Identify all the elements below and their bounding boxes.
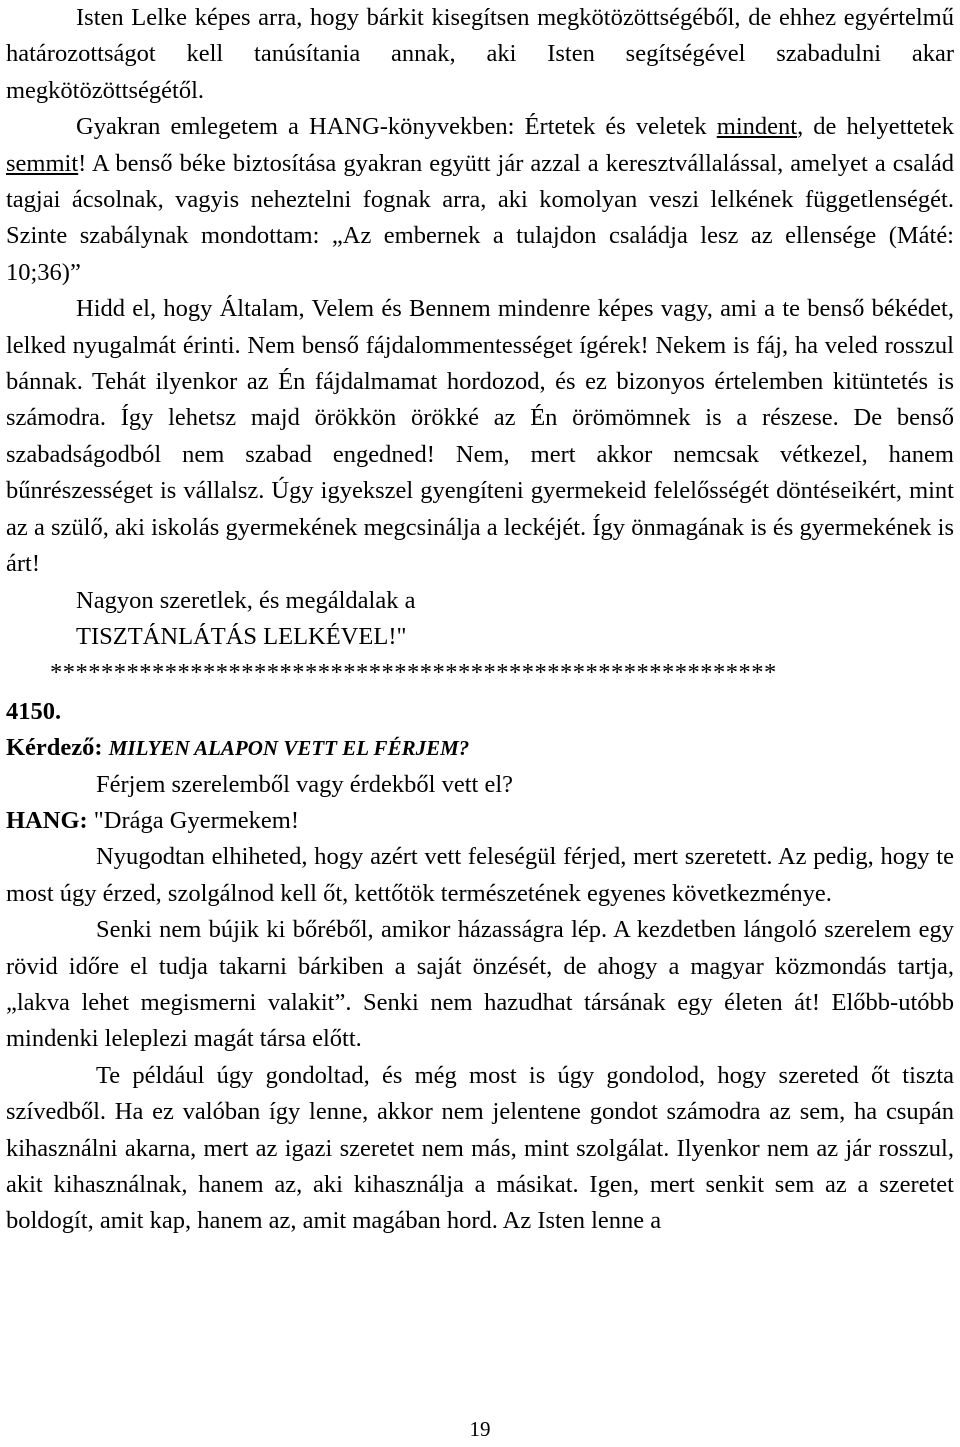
separator-stars: ********************************************************* (50, 659, 777, 687)
entry-number: 4150. (6, 697, 62, 725)
text-run: ! A benső béke biztosítása gyakran együtt jár azzal a keresztvállalással, amelyet a család tagjai ácsolnak, vagyis neheztelni fognak arra, aki komolyan veszi lelkének függetlenségét. Szinte szabálynak mondottam: „Az embernek a tulajdon családja lesz az ellensége (Máté: 10;36)” (6, 149, 954, 286)
answer-paragraph-3: Te például úgy gondoltad, és még most is úgy gondolod, hogy szereted őt tiszta szívedből. Ha ez valóban így lenne, akkor nem jelentene gondot számodra az sem, ha csupán kihasználni akarna, mert az igazi szeretet nem más, mint szolgálat. Ilyenkor nem az jár rosszul, akit kihasználnak, hanem az, aki kihasználja a másikat. Igen, mert senkit sem az a szeretet boldogít, amit kap, hanem az, amit magában hord. Az Isten lenne a (6, 1061, 954, 1235)
signature-line-2: TISZTÁNLÁTÁS LELKÉVEL!" (76, 622, 407, 650)
answer-paragraph-1: Nyugodtan elhiheted, hogy azért vett feleségül férjed, mert szeretett. Az pedig, hogy te most úgy érzed, szolgálnod kell őt, kettőtök természetének egyenes következménye. (6, 843, 954, 907)
asker-line (6, 730, 954, 766)
hang-greeting: "Drága Gyermekem! (87, 806, 300, 834)
underlined-word: mindent (716, 113, 798, 141)
text-run: Gyakran emlegetem a HANG-könyvekben: Értetek és veletek (76, 113, 717, 141)
hang-label: HANG: (6, 806, 88, 834)
paragraph-1: Isten Lelke képes arra, hogy bárkit kisegítsen megkötözöttségéből, de ehhez egyértelmű határozottságot kell tanúsítania annak, aki Isten segítségével szabadulni akar megkötözöttségétől. (6, 4, 954, 104)
answer-paragraph-2: Senki nem bújik ki bőréből, amikor házasságra lép. A kezdetben lángoló szerelem egy rövid időre el tudja takarni bárkiben a saját önzését, de ahogy a magyar közmondás tartja, „lakva lehet megismerni valakit”. Senki nem hazudhat társának egy életen át! Előbb-utóbb mindenki leleplezi magát társa előtt. (6, 916, 954, 1053)
text-run: , de helyettetek (797, 113, 954, 141)
signature-line-1: Nagyon szeretlek, és megáldalak a (76, 586, 416, 614)
paragraph-2 (6, 109, 954, 291)
hang-line (6, 803, 954, 839)
question-text: Férjem szerelemből vagy érdekből vett el? (96, 770, 514, 798)
underlined-word: semmit (6, 149, 79, 177)
asker-label: Kérdező: (6, 734, 103, 762)
asker-question: MILYEN ALAPON VETT EL FÉRJEM? (108, 736, 470, 761)
page-number: 19 (469, 1417, 491, 1441)
paragraph-3: Hidd el, hogy Általam, Velem és Bennem mindenre képes vagy, ami a te benső békédet, lelked nyugalmát érinti. Nem benső fájdalommentességet ígérek! Nekem is fáj, ha veled rosszul bánnak. Tehát ilyenkor az Én fájdalmamat hordozod, és ez bizonyos értelemben kitüntetés is számodra. Így lehetsz majd örökkön örökké az Én örömömnek is a részese. De benső szabadságodból nem szabad engedned! Nem, mert akkor nemcsak vétkezel, hanem bűnrészességet is vállalsz. Úgy igyekszel gyengíteni gyermekeid felelősségét döntéseikért, mint az a szülő, aki iskolás gyermekének megcsinálja a leckéjét. Így önmagának is és gyermekének is árt! (6, 295, 954, 578)
document-page (6, 0, 954, 1240)
